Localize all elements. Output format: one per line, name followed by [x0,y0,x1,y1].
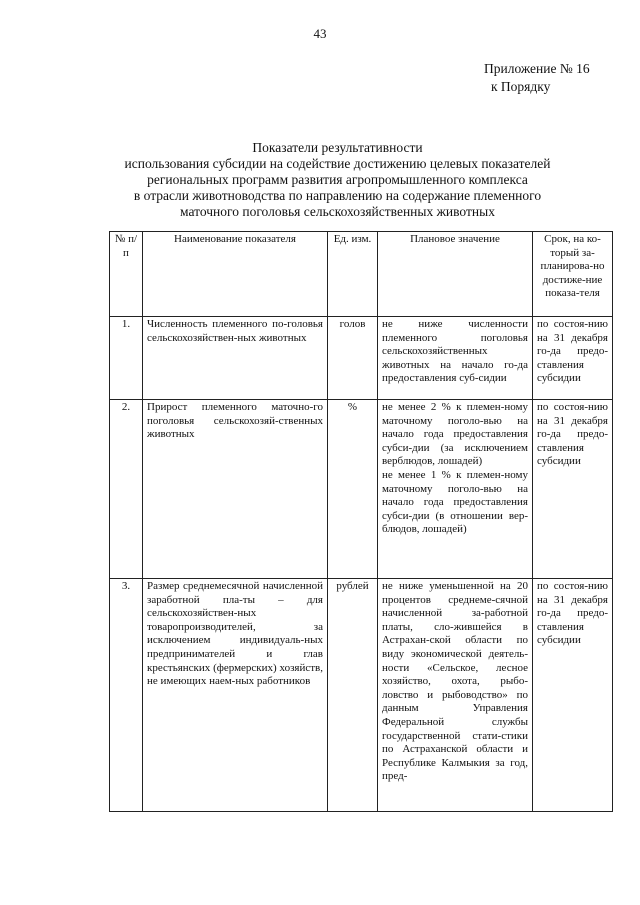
header-unit: Ед. изм. [328,232,378,317]
title-line: маточного поголовья сельскохозяйственных животных [180,204,495,219]
row-indicator-name: Численность племенного по-головья сельскохозяйствен-ных животных [143,317,328,400]
plan-text: не менее 2 % к племен-ному маточному поголо-вью на начало года предоставления субси-дии (за исключением верблюдов, лошадей) [382,401,528,468]
header-name: Наименование показателя [143,232,328,317]
plan-text: не ниже уменьшенной на 20 процентов среднеме-сячной начисленной за-работной платы, сло-жившейся в Астрахан-ской области по виду экономической деятель-ности «Сельское, лесное хозяйство, охота, рыбо-ловство и рыбоводство» по данным Управления Федеральной службы государственной стати-стики по Астраханской области и Республике Калмыкия за год, пред- [382,580,528,783]
title-line: использования субсидии на содействие достижению целевых показателей [124,156,551,171]
header-term: Срок, на ко-торый за-планирова-но достиже-ние показа-теля [533,232,613,317]
row-plan-value [378,317,533,400]
row-unit: рублей [328,579,378,812]
table-header-row [110,232,613,317]
page-number: 43 [313,26,327,41]
document-title [120,140,555,220]
header-plan: Плановое значение [378,232,533,317]
title-line: в отрасли животноводства по направлению на содержание племенного [133,188,542,203]
row-indicator-name: Размер среднемесячной начисленной заработной пла-ты – для сельскохозяйствен-ных товаропроизводителей, за исключением индивидуаль-ных предпринимателей и глав крестьянских (фермерских) хозяйств, не имеющих наем-ных работников [143,579,328,812]
table-row [110,317,613,400]
row-unit: % [328,400,378,579]
table-row [110,579,613,812]
indicators-table [109,231,613,812]
row-term: по состоя-нию на 31 декабря го-да предо-ставления субсидии [533,400,613,579]
row-plan-value [378,579,533,812]
row-unit: голов [328,317,378,400]
appendix-order: к Порядку [491,79,551,94]
row-indicator-name: Прирост племенного маточно-го поголовья сельскохозяй-ственных животных [143,400,328,579]
appendix-number: Приложение № 16 [484,61,590,76]
row-plan-value [378,400,533,579]
row-num: 2. [110,400,143,579]
row-num: 3. [110,579,143,812]
plan-text: не менее 1 % к племен-ному маточному поголо-вью на начало года предоставления субси-дии (в отношении вер-блюдов, лошадей) [382,468,528,536]
row-term: по состоя-нию на 31 декабря го-да предо-ставления субсидии [533,579,613,812]
title-line: региональных программ развития агропромышленного комплекса [147,172,528,187]
row-num: 1. [110,317,143,400]
appendix-reference [484,60,590,96]
row-term: по состоя-нию на 31 декабря го-да предо-ставления субсидии [533,317,613,400]
title-line: Показатели результативности [252,140,423,155]
table-row [110,400,613,579]
plan-text: не ниже численности племенного поголовья сельскохозяйственных животных на начало го-да предоставления суб-сидии [382,318,528,385]
header-num: № п/п [110,232,143,317]
